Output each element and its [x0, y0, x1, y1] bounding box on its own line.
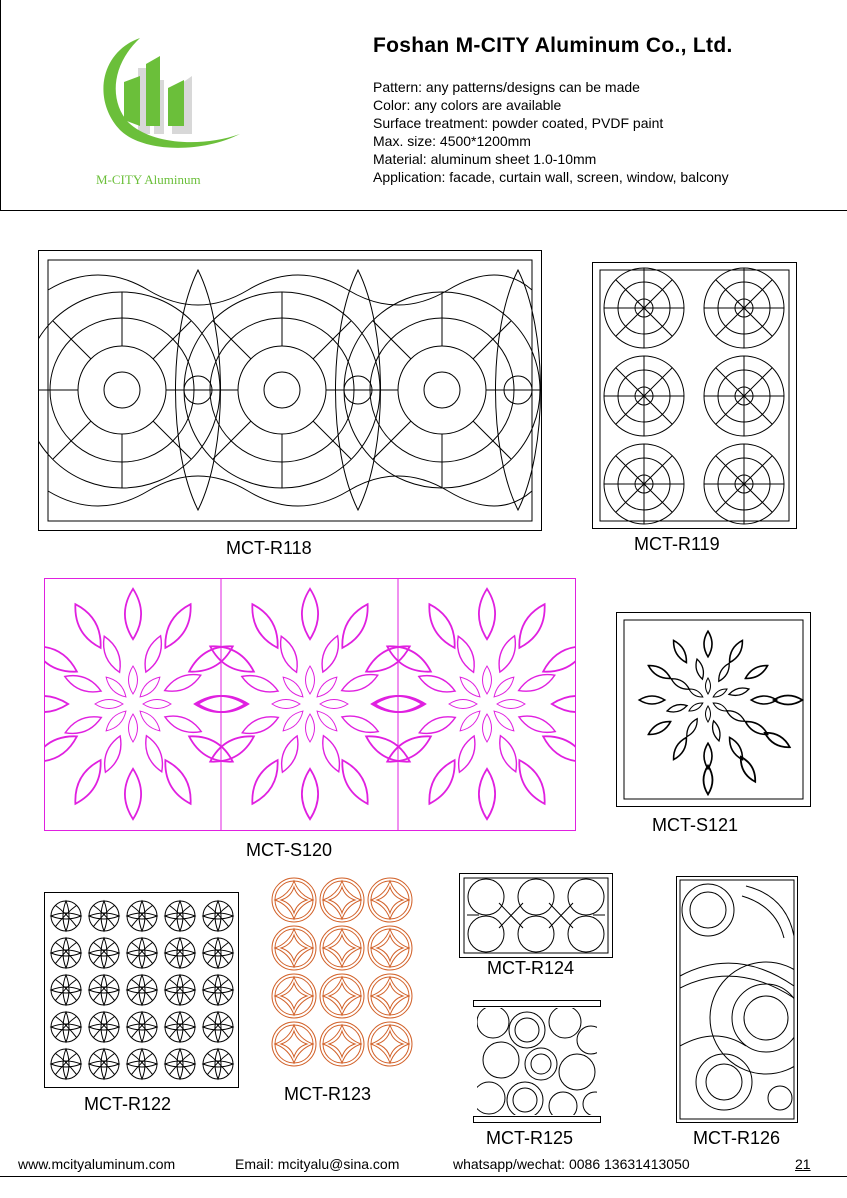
logo-text: M-CITY Aluminum: [96, 172, 201, 187]
left-border: [0, 0, 1, 210]
company-logo: [80, 30, 250, 175]
company-name: Foshan M-CITY Aluminum Co., Ltd.: [373, 34, 733, 57]
spec-material: Material: aluminum sheet 1.0-10mm: [373, 151, 597, 167]
spec-color: Color: any colors are available: [373, 97, 562, 113]
product-code-r118: MCT-R118: [226, 538, 312, 558]
spec-list: [373, 78, 729, 186]
footer-email[interactable]: Email: mcityalu@sina.com: [235, 1156, 400, 1172]
spec-pattern: Pattern: any patterns/designs can be made: [373, 79, 640, 95]
pattern-panel-r119: [592, 262, 797, 529]
pattern-panel-r122: [44, 892, 239, 1088]
pattern-panel-s121: [616, 612, 811, 807]
pattern-panel-r126: [676, 876, 798, 1123]
footer-divider: [0, 1176, 847, 1177]
spec-application: Application: facade, curtain wall, screen, window, balcony: [373, 169, 729, 185]
product-code-r122: MCT-R122: [84, 1094, 172, 1114]
pattern-panel-s120: [44, 578, 576, 831]
spec-max-size: Max. size: 4500*1200mm: [373, 133, 531, 149]
footer-website[interactable]: www.mcityaluminum.com: [18, 1156, 176, 1172]
pattern-panel-r123: [270, 876, 414, 1070]
product-code-s121: MCT-S121: [652, 815, 739, 835]
product-code-s120: MCT-S120: [246, 840, 333, 860]
page-number: 21: [795, 1156, 811, 1172]
footer-phone: whatsapp/wechat: 0086 13631413050: [453, 1156, 690, 1172]
header-divider: [0, 210, 847, 211]
product-code-r123: MCT-R123: [284, 1084, 372, 1104]
pattern-panel-r118: [38, 250, 542, 531]
spec-surface: Surface treatment: powder coated, PVDF paint: [373, 115, 664, 131]
product-code-r125: MCT-R125: [486, 1128, 574, 1148]
product-code-r119: MCT-R119: [634, 534, 720, 554]
product-code-r126: MCT-R126: [693, 1128, 781, 1148]
product-code-r124: MCT-R124: [487, 958, 575, 978]
pattern-panel-r125-art: [473, 1000, 601, 1123]
pattern-panel-r125: [472, 826, 602, 926]
